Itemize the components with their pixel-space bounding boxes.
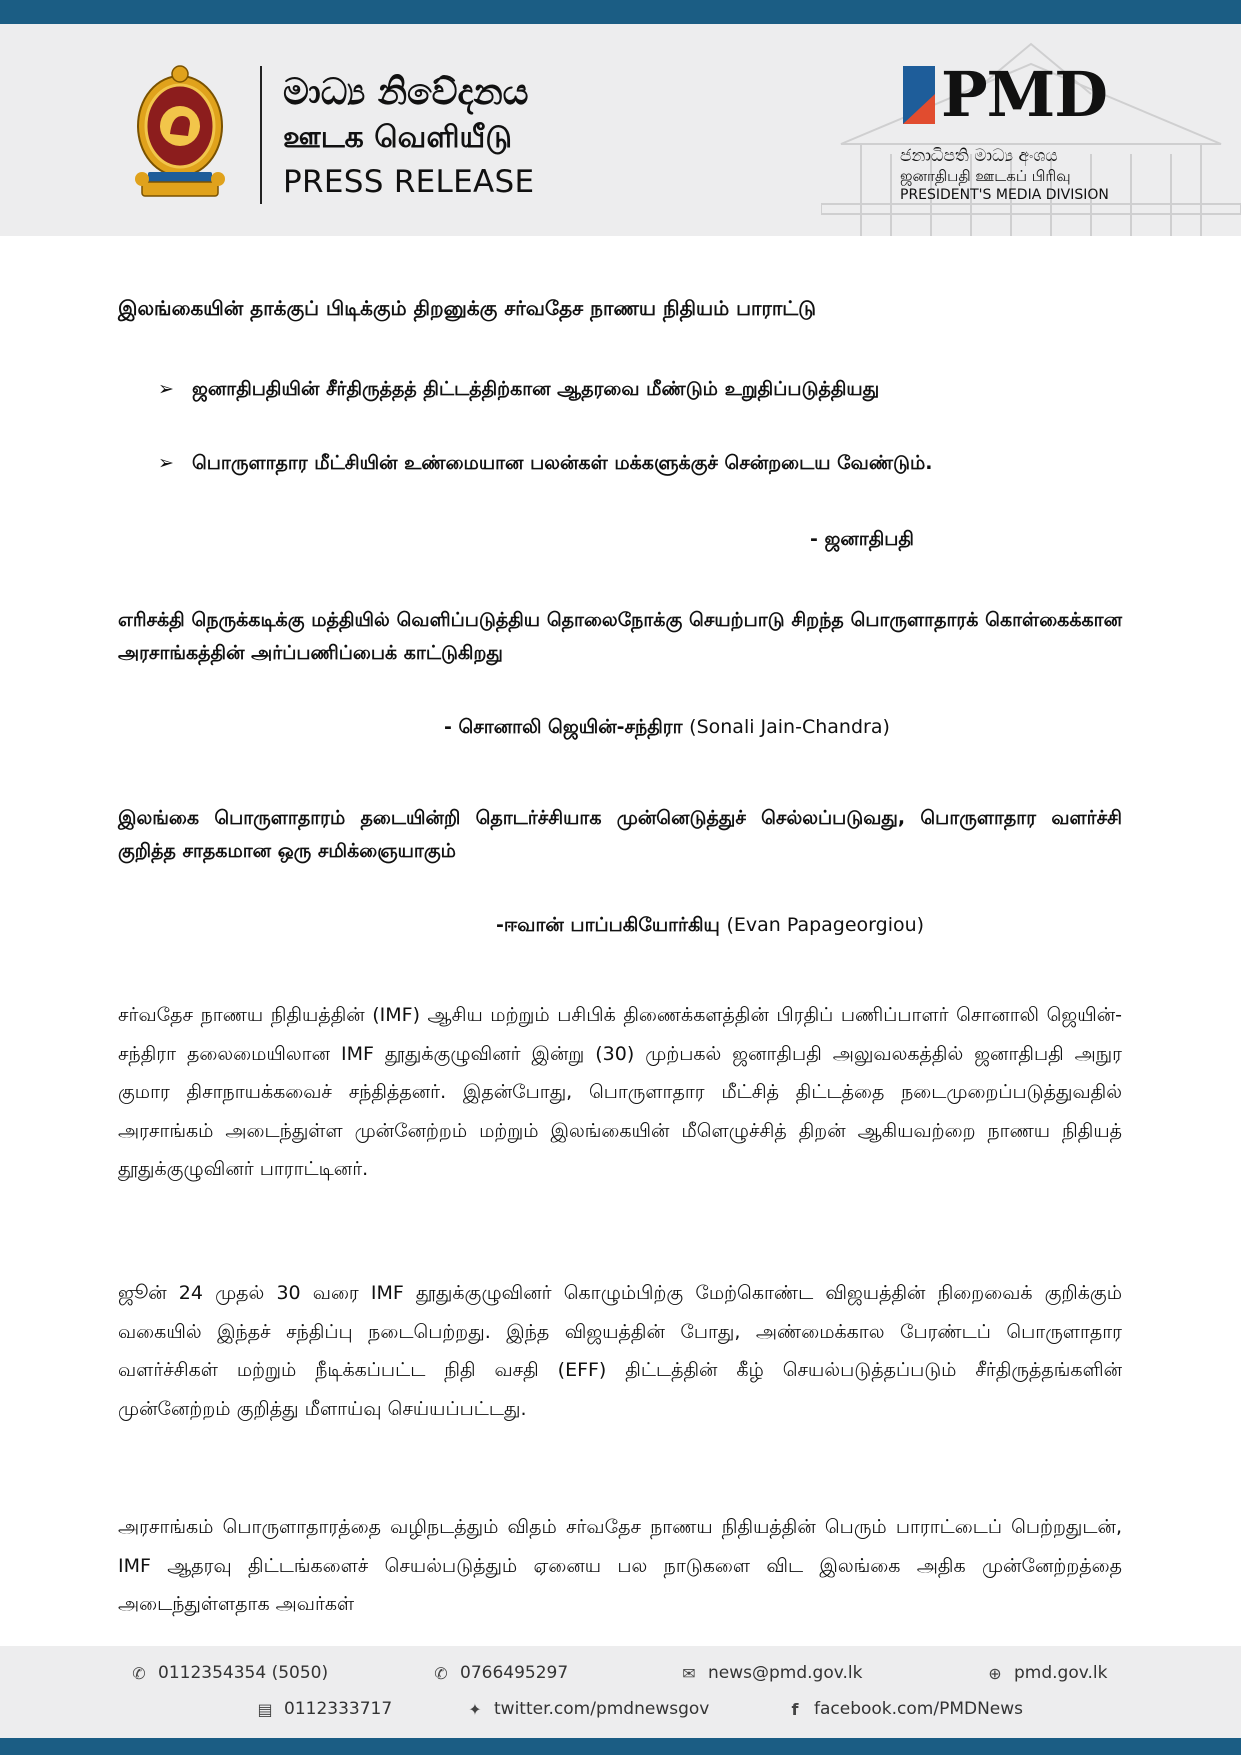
pmd-name-sinhala: ජනාධිපති මාධ්‍ය අංශය — [900, 146, 1058, 166]
footer-phone — [130, 1663, 328, 1683]
headline: இலங்கையின் தாக்குப் பிடிக்கும் திறனுக்கு சர்வதேச நாணய நிதியம் பாராட்டு — [118, 296, 817, 320]
press-release-header — [0, 24, 1241, 236]
body-paragraph-1: சர்வதேச நாணய நிதியத்தின் (IMF) ஆசிய மற்றும் பசிபிக் திணைக்களத்தின் பிரதிப் பணிப்பாளர் சொனாலி ஜெயின்-சந்திரா தலைமையிலான IMF தூதுக்குழுவினர் இன்று (30) முற்பகல் ஜனாதிபதி அலுவலகத்தில் ஜனாதிபதி அநுர குமார திசாநாயக்கவைச் சந்தித்தனர். இதன்போது, பொருளாதார மீட்சித் திட்டத்தை நடைமுறைப்படுத்துவதில் அரசாங்கம் அடைந்துள்ள முன்னேற்றம் மற்றும் இலங்கையின் மீளெழுச்சித் திறன் ஆகியவற்றை நாணய நிதியத் தூதுக்குழுவினர் பாராட்டினர். — [118, 1004, 1122, 1180]
phone-number: 0112354354 (5050) — [158, 1663, 329, 1683]
footer-mobile — [432, 1663, 568, 1683]
title-tamil: ஊடக வெளியீடு — [283, 120, 512, 155]
attribution-english: (Evan Papageorgiou) — [726, 914, 925, 936]
pmd-logo — [903, 58, 1108, 148]
footer-twitter — [466, 1699, 709, 1719]
envelope-icon: ✉ — [682, 1663, 696, 1683]
body-paragraph-2: ஜூன் 24 முதல் 30 வரை IMF தூதுக்குழுவினர் கொழும்பிற்கு மேற்கொண்ட விஜயத்தின் நிறைவைக் குறிக்கும் வகையில் இந்தச் சந்திப்பு நடைபெற்றது. இந்த விஜயத்தின் போது, அண்மைக்கால பேரண்டப் பொருளாதார வளர்ச்சிகள் மற்றும் நீடிக்கப்பட்ட நிதி வசதி (EFF) திட்டத்தின் கீழ் செயல்படுத்தப்படும் சீர்திருத்தங்களின் முன்னேற்றம் குறித்து மீளாய்வு செய்யப்பட்டது. — [118, 1282, 1122, 1420]
top-accent-bar — [0, 0, 1241, 24]
header-divider — [260, 66, 262, 204]
title-sinhala: මාධ්‍ය නිවේදනය — [283, 72, 529, 113]
bullet-arrow-icon: ➢ — [158, 452, 174, 474]
bullet-text: ஜனாதிபதியின் சீர்திருத்தத் திட்டத்திற்கான ஆதரவை மீண்டும் உறுதிப்படுத்தியது — [192, 378, 880, 400]
attribution-tamil: - சொனாலி ஜெயின்-சந்திரா — [444, 716, 683, 738]
bullet-item — [158, 378, 879, 403]
quote-2-attribution — [496, 914, 924, 939]
facebook-link[interactable]: facebook.com/PMDNews — [814, 1699, 1024, 1719]
title-english: PRESS RELEASE — [283, 164, 535, 200]
footer-website — [986, 1663, 1107, 1683]
attribution-english: (Sonali Jain-Chandra) — [689, 716, 890, 738]
contact-footer — [0, 1646, 1241, 1738]
attribution-tamil: -ஈவான் பாப்பகியோர்கியு — [496, 914, 720, 936]
footer-fax — [256, 1699, 392, 1719]
website-link[interactable]: pmd.gov.lk — [1014, 1663, 1108, 1683]
pmd-name-tamil: ஜனாதிபதி ஊடகப் பிரிவு — [900, 167, 1071, 185]
facebook-icon: f — [791, 1699, 799, 1719]
sri-lanka-emblem-icon — [132, 64, 228, 202]
quote-1: எரிசக்தி நெருக்கடிக்கு மத்தியில் வெளிப்படுத்திய தொலைநோக்கு செயற்பாடு சிறந்த பொருளாதாரக் கொள்கைக்கான அரசாங்கத்தின் அர்ப்பணிப்பைக் காட்டுகிறது — [118, 609, 1122, 664]
bullet-arrow-icon: ➢ — [158, 378, 174, 400]
twitter-link[interactable]: twitter.com/pmdnewsgov — [494, 1699, 710, 1719]
bottom-accent-bar — [0, 1738, 1241, 1755]
quote-2: இலங்கை பொருளாதாரம் தடையின்றி தொடர்ச்சியாக முன்னெடுத்துச் செல்லப்படுவது, பொருளாதார வளர்ச்சி குறித்த சாதகமான ஒரு சமிக்ஞையாகும் — [118, 807, 1122, 862]
mobile-number: 0766495297 — [460, 1663, 569, 1683]
fax-number: 0112333717 — [284, 1699, 393, 1719]
bullets-attribution: - ஜனாதிபதி — [810, 528, 914, 550]
bullet-text: பொருளாதார மீட்சியின் உண்மையான பலன்கள் மக்களுக்குச் சென்றடைய வேண்டும். — [192, 452, 933, 474]
bullet-item — [158, 452, 933, 477]
twitter-icon: ✦ — [468, 1699, 482, 1719]
body-paragraph-3: அரசாங்கம் பொருளாதாரத்தை வழிநடத்தும் விதம் சர்வதேச நாணய நிதியத்தின் பெரும் பாராட்டைப் பெற்றதுடன், IMF ஆதரவு திட்டங்களைச் செயல்படுத்தும் ஏனைய பல நாடுகளை விட இலங்கை அதிக முன்னேற்றத்தை அடைந்துள்ளதாக அவர்கள் — [118, 1516, 1122, 1615]
footer-facebook — [786, 1699, 1023, 1719]
fax-icon: ▤ — [257, 1699, 273, 1719]
email-link[interactable]: news@pmd.gov.lk — [708, 1663, 863, 1683]
phone-icon: ✆ — [132, 1663, 146, 1683]
mobile-phone-icon: ✆ — [434, 1663, 448, 1683]
globe-icon: ⊕ — [988, 1663, 1002, 1683]
pmd-name-english: PRESIDENT'S MEDIA DIVISION — [900, 187, 1109, 203]
footer-email — [680, 1663, 862, 1683]
quote-1-attribution — [444, 716, 890, 741]
pmd-logo-text: PMD — [941, 58, 1108, 131]
